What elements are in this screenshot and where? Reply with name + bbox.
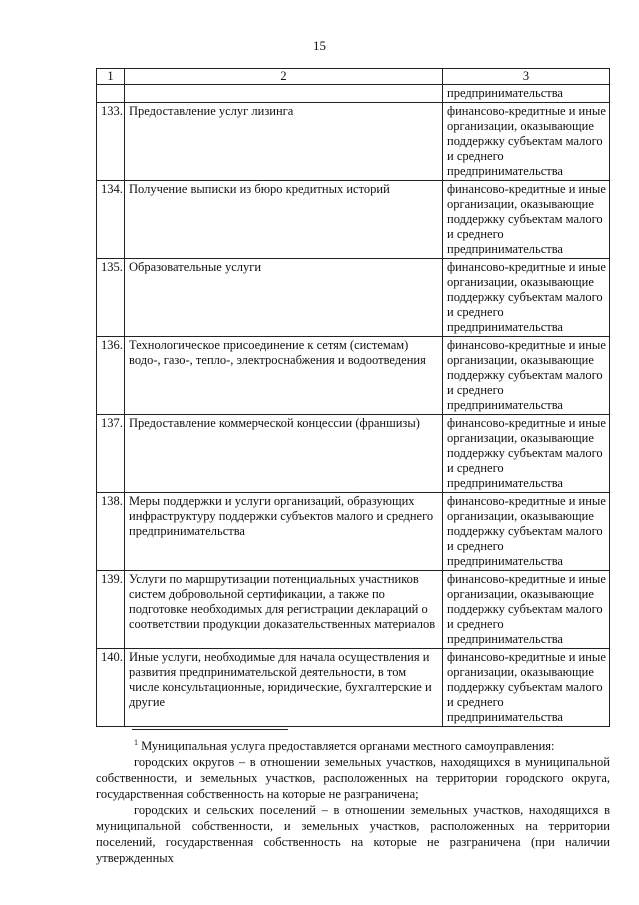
footnote [96, 738, 610, 866]
table-row [97, 649, 610, 727]
row-organization-cell: финансово-кредитные и иные организации, оказывающие поддержку субъектам малого и среднего предпринимательства [443, 649, 610, 727]
row-organization-cell: финансово-кредитные и иные организации, оказывающие поддержку субъектам малого и среднего предпринимательства [443, 571, 610, 649]
footnote-paragraph-2: городских и сельских поселений – в отношении земельных участков, находящихся в муниципальной собственности, и земельных участков, расположенных на территории поселений, государственная собственность на которые не разграничена (при наличии утвержденных [96, 803, 610, 865]
row-organization-cell: финансово-кредитные и иные организации, оказывающие поддержку субъектам малого и среднего предпринимательства [443, 337, 610, 415]
footnote-separator [132, 729, 288, 730]
continuation-desc-cell [125, 85, 443, 103]
row-service-cell: Технологическое присоединение к сетям (системам) водо-, газо-, тепло-, электроснабжения и водоотведения [125, 337, 443, 415]
continuation-row [97, 85, 610, 103]
page-number: 15 [313, 38, 326, 53]
row-number-cell: 140. [97, 649, 125, 727]
table-header-row [97, 69, 610, 85]
row-service-cell: Услуги по маршрутизации потенциальных участников систем добровольной сертификации, а также по подготовке необходимых для регистрации деклараций о соответствии продукции доказательственных материалов [125, 571, 443, 649]
footnote-intro [96, 738, 610, 754]
row-number-cell: 136. [97, 337, 125, 415]
row-number-cell: 139. [97, 571, 125, 649]
table-row [97, 493, 610, 571]
row-organization-cell: финансово-кредитные и иные организации, оказывающие поддержку субъектам малого и среднего предпринимательства [443, 415, 610, 493]
table-row [97, 415, 610, 493]
header-col-2: 2 [125, 69, 443, 85]
row-number-cell: 133. [97, 103, 125, 181]
row-service-cell: Предоставление коммерческой концессии (франшизы) [125, 415, 443, 493]
header-col-1: 1 [97, 69, 125, 85]
row-service-cell: Предоставление услуг лизинга [125, 103, 443, 181]
table-row [97, 259, 610, 337]
row-organization-cell: финансово-кредитные и иные организации, оказывающие поддержку субъектам малого и среднего предпринимательства [443, 259, 610, 337]
row-service-cell: Получение выписки из бюро кредитных историй [125, 181, 443, 259]
row-number-cell: 137. [97, 415, 125, 493]
row-number-cell: 135. [97, 259, 125, 337]
row-service-cell: Образовательные услуги [125, 259, 443, 337]
table-row [97, 571, 610, 649]
row-organization-cell: финансово-кредитные и иные организации, оказывающие поддержку субъектам малого и среднего предпринимательства [443, 181, 610, 259]
footnote-paragraph-1: городских округов – в отношении земельных участков, находящихся в муниципальной собственности, и земельных участков, расположенных на территории городского округа, государственная собственность на которые не разграничена; [96, 755, 610, 801]
continuation-org-cell: предпринимательства [443, 85, 610, 103]
footnote-intro-text: Муниципальная услуга предоставляется органами местного самоуправления: [141, 739, 555, 753]
table-row [97, 103, 610, 181]
row-organization-cell: финансово-кредитные и иные организации, оказывающие поддержку субъектам малого и среднего предпринимательства [443, 103, 610, 181]
services-table [96, 68, 610, 727]
row-service-cell: Меры поддержки и услуги организаций, образующих инфраструктуру поддержки субъектов малого и среднего предпринимательства [125, 493, 443, 571]
row-service-cell: Иные услуги, необходимые для начала осуществления и развития предпринимательской деятельности, в том числе консультационные, юридические, бухгалтерские и другие [125, 649, 443, 727]
continuation-num-cell [97, 85, 125, 103]
table-row [97, 337, 610, 415]
row-number-cell: 138. [97, 493, 125, 571]
header-col-3: 3 [443, 69, 610, 85]
table-row [97, 181, 610, 259]
footnote-marker: 1 [134, 737, 138, 747]
row-number-cell: 134. [97, 181, 125, 259]
row-organization-cell: финансово-кредитные и иные организации, оказывающие поддержку субъектам малого и среднего предпринимательства [443, 493, 610, 571]
